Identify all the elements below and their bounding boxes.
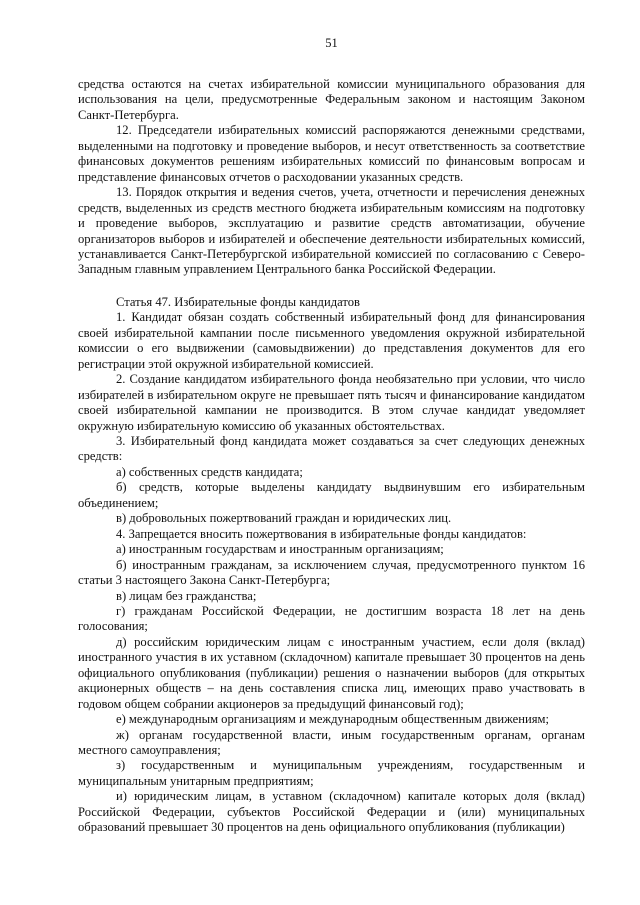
paragraph: 13. Порядок открытия и ведения счетов, учета, отчетности и перечисления денежных средств, выделенных из средств местного бюджета избирательным комиссиям на подготовку и проведение выборов, эксплуатацию и развитие средств автоматизации, обучение организаторов выборов и избирателей и обеспечение деятельности избирательных комиссий, устанавливается Санкт-Петербургской избирательной комиссией по согласованию с Северо-Западным главным управлением Центрального банка Российской Федерации. [78,185,585,277]
paragraph: 4. Запрещается вносить пожертвования в избирательные фонды кандидатов: [116,526,527,541]
paragraph: средства остаются на счетах избирательной комиссии муниципального образования для использования на цели, предусмотренные Федеральным законом и настоящим Законом Санкт-Петербурга. [78,77,585,122]
paragraph: 12. Председатели избирательных комиссий распоряжаются денежными средствами, выделенными на подготовку и проведение выборов, и несут ответственность за соответствие финансовых документов решениям избирательных комиссий по финансовым вопросам и представление финансовых отчетов о расходовании указанных средств. [78,123,585,184]
page-number: 51 [325,36,338,50]
paragraph: е) международным организациям и международным общественным движениям; [116,712,549,727]
paragraph: 1. Кандидат обязан создать собственный избирательный фонд для финансирования своей избирательной кампании после письменного уведомления окружной избирательной комиссии о его выдвижении (самовыдвижении) до представления документов для его регистрации этой окружной избирательной комиссией. [78,310,585,371]
paragraph: 2. Создание кандидатом избирательного фонда необязательно при условии, что число избирателей в избирательном округе не превышает пять тысяч и финансирование кандидатом своей избирательной кампании не производится. В этом случае кандидат уведомляет окружную избирательную комиссию об указанных обстоятельствах. [78,372,585,433]
paragraph: б) иностранным гражданам, за исключением случая, предусмотренного пунктом 16 статьи 3 настоящего Закона Санкт-Петербурга; [78,557,585,588]
paragraph: ж) органам государственной власти, иным государственным органам, органам местного самоуправления; [78,727,585,758]
document-body [78,77,585,836]
paragraph: з) государственным и муниципальным учреждениям, государственным и муниципальным унитарным предприятиям; [78,758,585,788]
paragraph: б) средств, которые выделены кандидату выдвинувшим его избирательным объединением; [78,480,585,510]
article-heading: Статья 47. Избирательные фонды кандидатов [116,294,360,309]
paragraph: г) гражданам Российской Федерации, не достигшим возраста 18 лет на день голосования; [78,603,585,634]
paragraph: в) лицам без гражданства; [116,588,257,603]
paragraph: д) российским юридическим лицам с иностранным участием, если доля (вклад) иностранного участия в их уставном (складочном) капитале превышает 30 процентов на день официального опубликования (публикации) решения о назначении выборов (для открытых акционерных обществ – на день составления списка лиц, имеющих право участвовать в годовом общем собрании акционеров за предыдущий финансовый год); [78,634,585,711]
paragraph: в) добровольных пожертвований граждан и юридических лиц. [116,511,452,526]
paragraph: а) иностранным государствам и иностранным организациям; [116,542,444,557]
paragraph: и) юридическим лицам, в уставном (складочном) капитале которых доля (вклад) Российской Федерации, субъектов Российской Федерации и (или) муниципальных образований превышает 30 процентов на день официального опубликования (публикации) [78,789,585,835]
paragraph: 3. Избирательный фонд кандидата может создаваться за счет следующих денежных средств: [78,433,585,464]
paragraph: а) собственных средств кандидата; [116,464,303,479]
